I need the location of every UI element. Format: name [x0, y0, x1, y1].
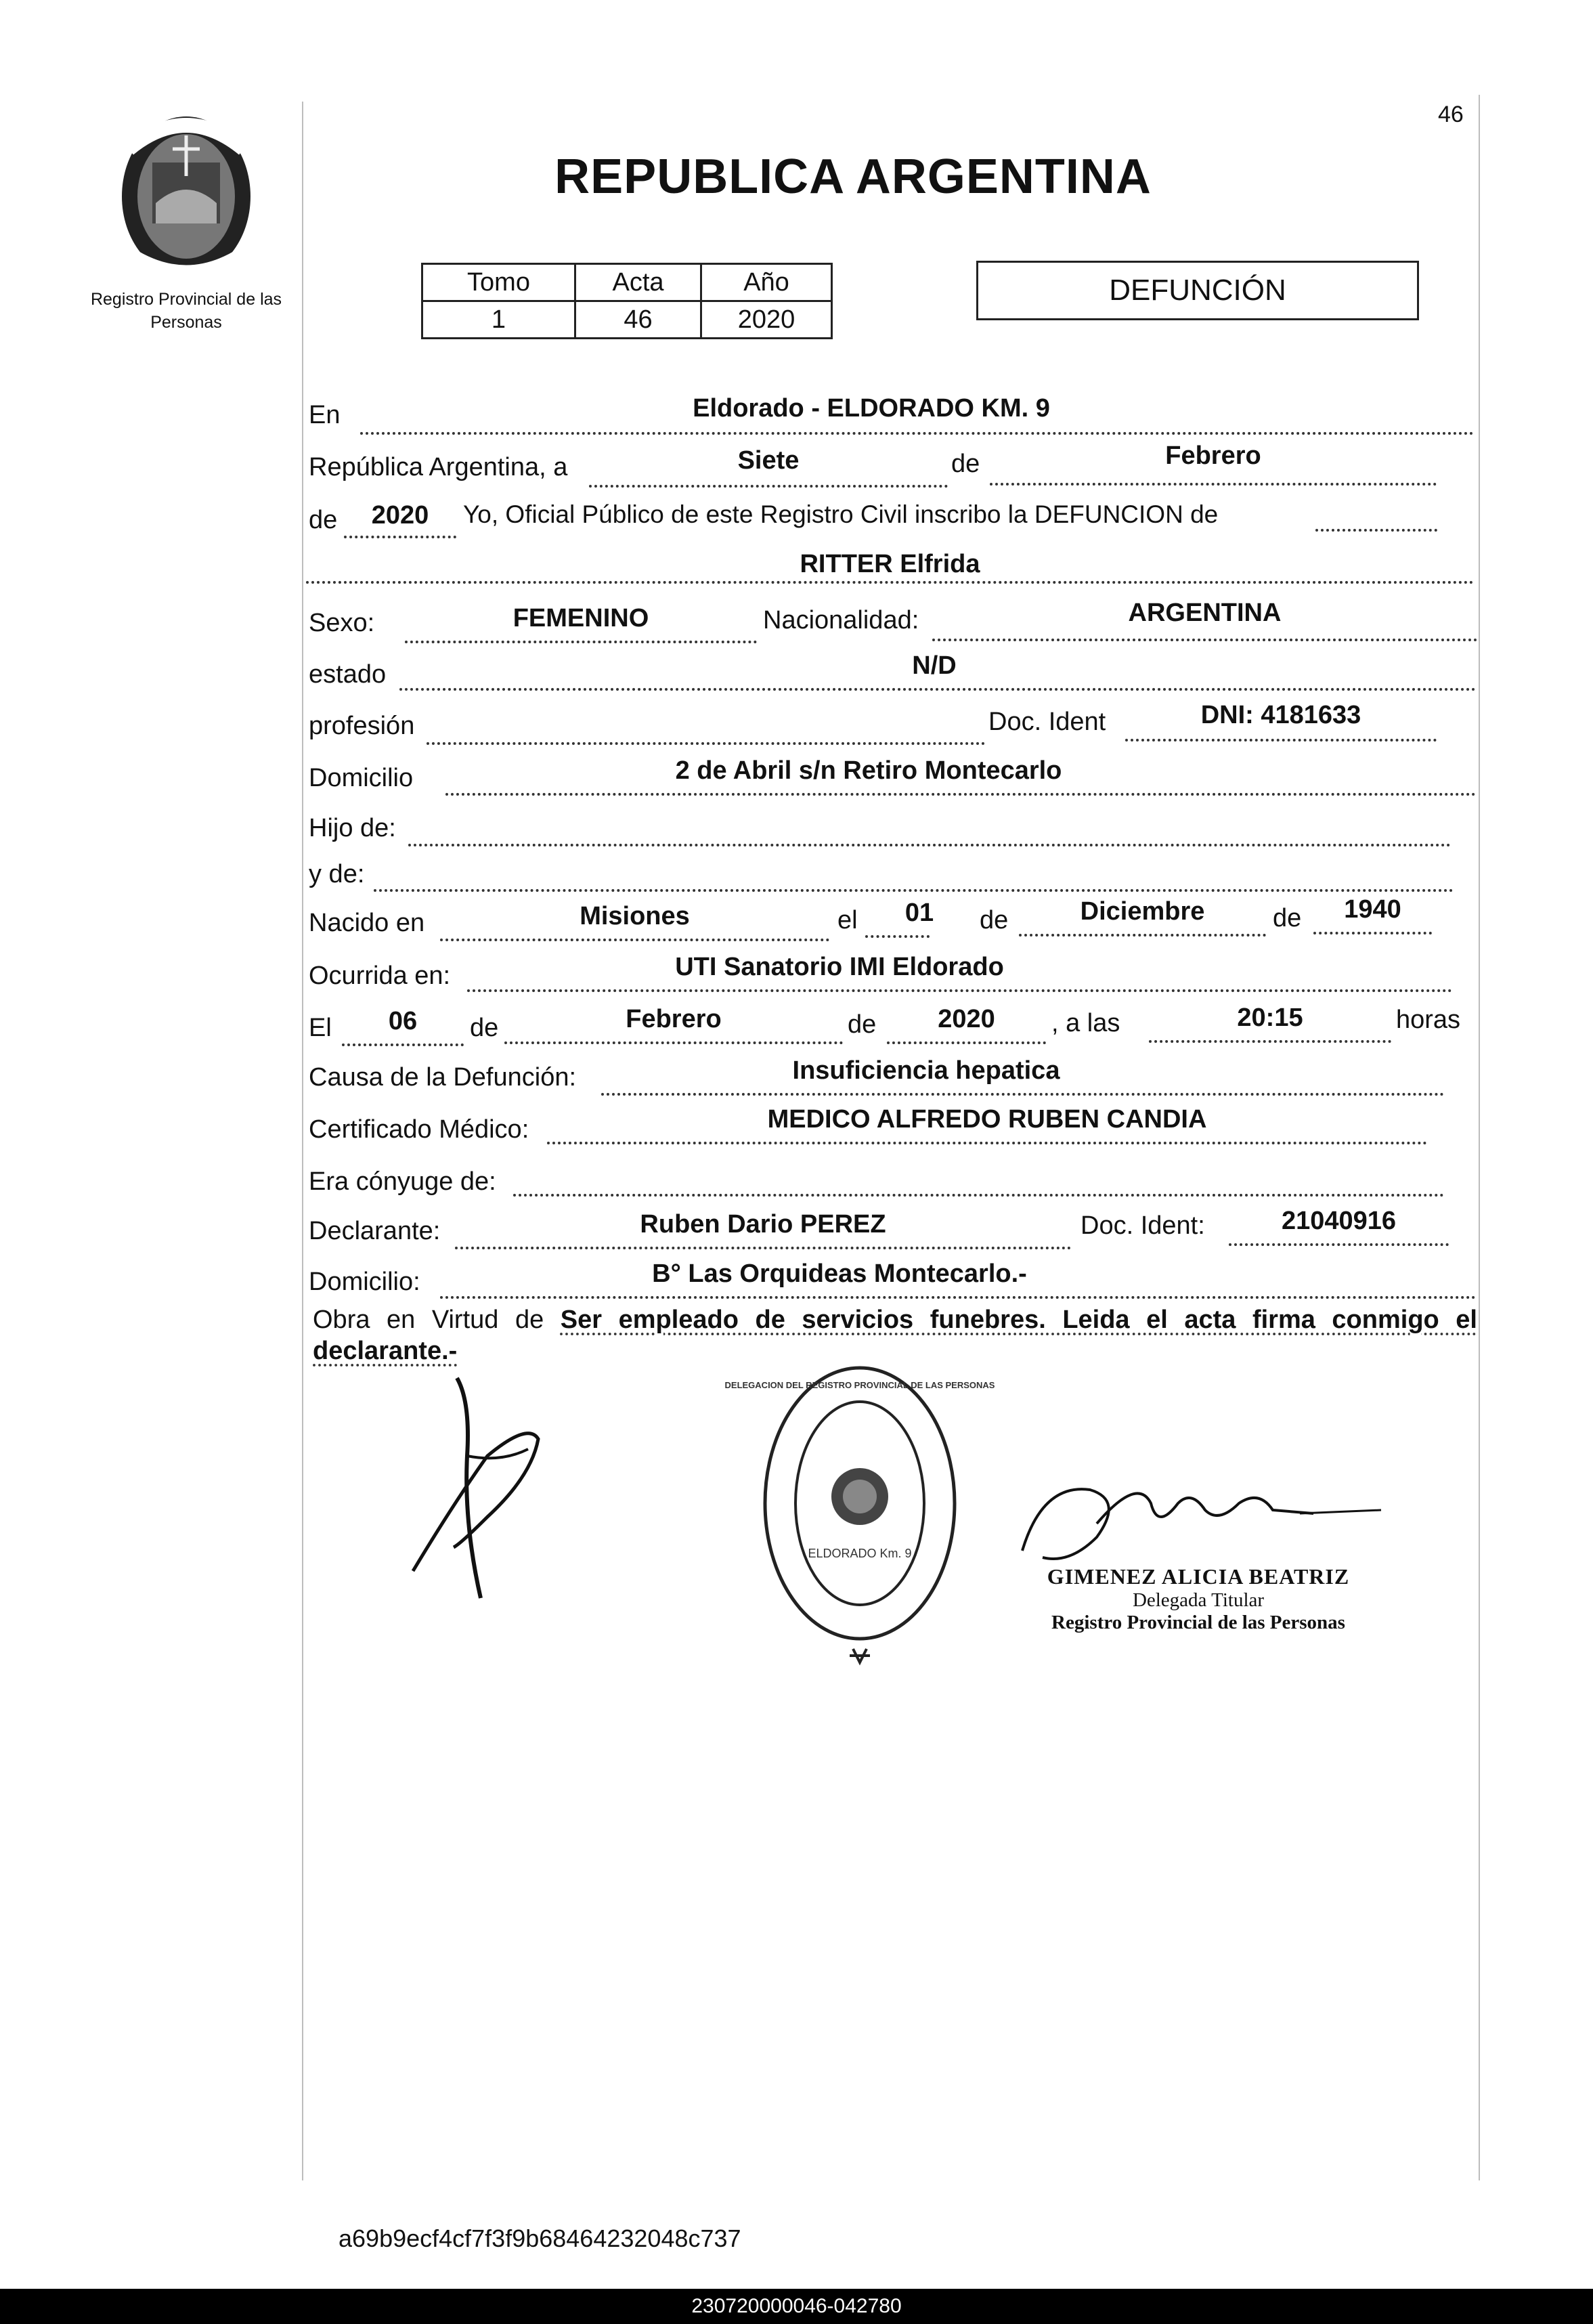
label-el: El [309, 1014, 332, 1042]
declarante-signature [393, 1375, 569, 1612]
label-domicilio: Domicilio [309, 764, 414, 792]
label-y-de: y de: [309, 860, 365, 888]
signer-name: GIMENEZ ALICIA BEATRIZ [1047, 1564, 1350, 1589]
label-def-de2: de [848, 1010, 877, 1039]
stamp-inner-text: ELDORADO Km. 9 [808, 1547, 912, 1560]
label-conyuge: Era cónyuge de: [309, 1167, 496, 1196]
value-nacido-month: Diciembre [1080, 897, 1205, 926]
label-sexo: Sexo: [309, 609, 375, 637]
value-estado: N/D [912, 651, 957, 680]
registry-name: Registro Provincial de las Personas [90, 290, 282, 332]
value-anio: 2020 [701, 301, 832, 339]
field-conyuge [513, 1163, 1444, 1197]
value-nacido-day: 01 [904, 899, 934, 927]
value-declarante: Ruben Dario PEREZ [640, 1210, 886, 1239]
page-number: 46 [1438, 102, 1464, 127]
value-obra: Ser empleado de servicios funebres. Leida el acta firma conmigo el declarante.- [313, 1306, 1477, 1365]
field-y-de [374, 858, 1454, 892]
value-year: 2020 [371, 501, 429, 530]
label-en: En [309, 401, 341, 429]
obra-paragraph [313, 1304, 1477, 1367]
value-sexo: FEMENINO [512, 604, 649, 632]
value-doc-ident: DNI: 4181633 [1200, 701, 1361, 729]
value-nacido-place: Misiones [580, 902, 690, 930]
officer-signature [1016, 1463, 1395, 1571]
value-day: Siete [737, 446, 800, 475]
value-declarante-doc: 21040916 [1281, 1207, 1397, 1235]
field-hijo-de [408, 813, 1451, 846]
field-profesion [427, 711, 985, 745]
value-domicilio: 2 de Abril s/n Retiro Montecarlo [675, 756, 1062, 785]
value-def-day: 06 [388, 1007, 418, 1035]
value-def-year: 2020 [938, 1005, 995, 1033]
document-hash: a69b9ecf4cf7f3f9b68464232048c737 [339, 2224, 741, 2252]
page-title: REPUBLICA ARGENTINA [554, 150, 1152, 204]
stamp-outer-text: DELEGACION DEL REGISTRO PROVINCIAL DE LAS PERSONAS [724, 1380, 995, 1390]
label-domicilio-decl: Domicilio: [309, 1268, 420, 1296]
value-def-month: Febrero [626, 1005, 722, 1033]
value-ocurrida: UTI Sanatorio IMI Eldorado [675, 953, 1004, 981]
header-anio: Año [701, 264, 832, 301]
label-certificado: Certificado Médico: [309, 1115, 529, 1144]
label-estado: estado [309, 660, 387, 689]
reference-table [421, 263, 833, 339]
label-obra: Obra en Virtud de [313, 1306, 544, 1334]
label-declarante: Declarante: [309, 1217, 441, 1245]
left-margin-line [302, 102, 303, 2180]
label-fecha-de: de [951, 450, 980, 478]
registry-stamp [724, 1361, 995, 1679]
label-a-las: , a las [1051, 1009, 1120, 1037]
signer-office: Registro Provincial de las Personas [1051, 1612, 1345, 1633]
text-inscripcion: Yo, Oficial Público de este Registro Civil inscribo la DEFUNCION de [463, 500, 1219, 528]
value-def-time: 20:15 [1237, 1004, 1303, 1032]
header-acta: Acta [575, 264, 701, 301]
value-causa: Insuficiencia hepatica [792, 1056, 1060, 1085]
label-def-de1: de [470, 1014, 499, 1042]
value-tomo: 1 [422, 301, 575, 339]
label-declarante-doc: Doc. Ident: [1081, 1211, 1205, 1240]
barcode-text: 230720000046-042780 [0, 2289, 1593, 2324]
label-causa: Causa de la Defunción: [309, 1063, 577, 1092]
label-hijo-de: Hijo de: [309, 814, 396, 842]
value-nacionalidad: ARGENTINA [1128, 599, 1282, 627]
value-en: Eldorado - ELDORADO KM. 9 [693, 394, 1050, 423]
province-logo [115, 108, 257, 281]
label-inscripcion-de: de [309, 506, 338, 534]
label-fecha: República Argentina, a [309, 453, 568, 481]
value-nombre: RITTER Elfrida [800, 550, 980, 578]
label-nacido-el: el [837, 906, 858, 934]
label-doc-ident: Doc. Ident [988, 708, 1106, 736]
label-ocurrida: Ocurrida en: [309, 962, 451, 990]
label-nacido-de1: de [980, 906, 1009, 934]
field-inscripcion-end [1315, 498, 1437, 532]
signer-block [1022, 1564, 1374, 1634]
value-certificado: MEDICO ALFREDO RUBEN CANDIA [767, 1105, 1207, 1134]
header-tomo: Tomo [422, 264, 575, 301]
value-nacido-year: 1940 [1344, 895, 1401, 924]
value-month: Febrero [1165, 442, 1261, 470]
signer-title: Delegada Titular [1132, 1589, 1265, 1611]
label-horas: horas [1396, 1006, 1461, 1034]
label-profesion: profesión [309, 712, 415, 740]
label-nacido: Nacido en [309, 909, 425, 937]
label-nacionalidad: Nacionalidad: [763, 606, 919, 634]
right-margin-line [1479, 95, 1480, 2180]
value-domicilio-decl: B° Las Orquideas Montecarlo.- [652, 1260, 1027, 1288]
label-nacido-de2: de [1273, 904, 1302, 932]
document-type: DEFUNCIÓN [976, 261, 1419, 320]
value-acta: 46 [575, 301, 701, 339]
